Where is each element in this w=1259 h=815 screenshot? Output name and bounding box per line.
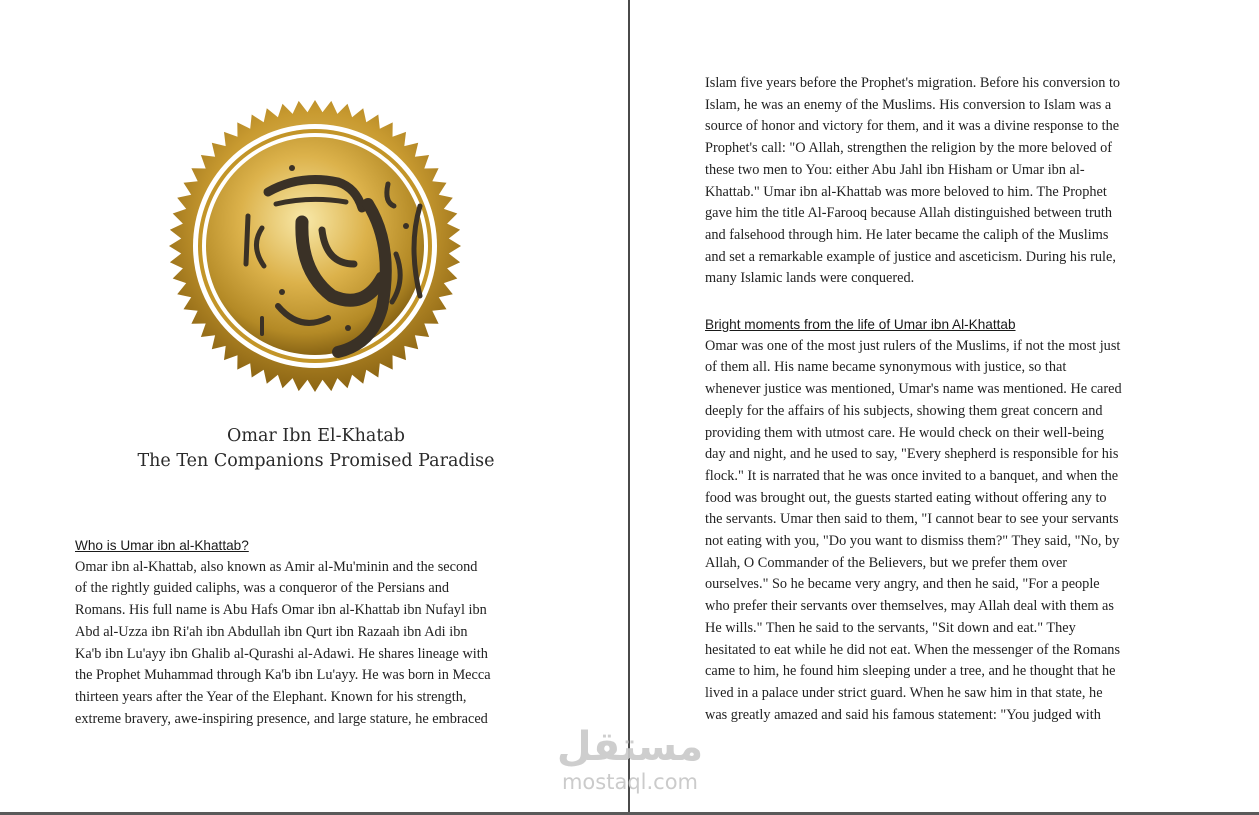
section-heading: Who is Umar ibn al-Khattab? [75, 538, 249, 553]
text-line: who prefer their servants over themselves, may Allah deal with them as [705, 598, 1114, 615]
text-line: hesitated to eat while he did not eat. When the messenger of the Romans [705, 641, 1121, 658]
text-line: came to him, he found him sleeping under a tree, and he thought that he [705, 663, 1116, 680]
mostaql-watermark [548, 724, 712, 800]
text-line: many Islamic lands were conquered. [705, 270, 915, 287]
continuation-body [705, 73, 1195, 290]
text-line: these two men to You: either Abu Jahl ibn Hisham or Umar ibn al- [705, 161, 1085, 178]
text-line: He wills." Then he said to the servants, "Sit down and eat." They [705, 619, 1076, 636]
text-line: ourselves." So he became very angry, and then he said, "For a people [705, 576, 1100, 593]
text-line: Khattab." Umar ibn al-Khattab was more beloved to him. The Prophet [705, 183, 1107, 200]
text-line: Prophet's call: "O Allah, strengthen the religion by the more beloved of [705, 140, 1113, 157]
text-line: food was brought out, the guests started eating without offering any to [705, 489, 1107, 506]
text-line: of them all. His name became synonymous with justice, so that [705, 359, 1067, 376]
text-line: Romans. His full name is Abu Hafs Omar ibn al-Khattab ibn Nufayl ibn [75, 602, 487, 619]
text-line: thirteen years after the Year of the Elephant. Known for his strength, [75, 688, 467, 705]
text-line: Omar was one of the most just rulers of the Muslims, if not the most just [705, 337, 1121, 354]
left-page [0, 0, 628, 815]
section-body [75, 557, 565, 731]
title-subtitle: The Ten Companions Promised Paradise [137, 451, 495, 471]
text-line: extreme bravery, awe-inspiring presence, and large stature, he embraced [75, 710, 488, 727]
text-line: Abd al-Uzza ibn Ri'ah ibn Abdullah ibn Qurt ibn Razaah ibn Adi ibn [75, 623, 468, 640]
text-line: and set a remarkable example of justice and asceticism. During his rule, [705, 248, 1116, 265]
text-line: the servants. Umar then said to them, "I cannot bear to see your servants [705, 511, 1119, 528]
text-line: Islam five years before the Prophet's migration. Before his conversion to [705, 75, 1121, 91]
text-line: providing them with utmost care. He would check on their well-being [705, 424, 1105, 441]
text-line: the Prophet Muhammad through Ka'b ibn Lu'ayy. He was born in Mecca [75, 667, 491, 684]
text-line: Islam, he was an enemy of the Muslims. His conversion to Islam was a [705, 96, 1112, 113]
title-name: Omar Ibn El-Khatab [227, 426, 405, 446]
document-title [0, 424, 632, 474]
section-heading: Bright moments from the life of Umar ibn Al-Khattab [705, 317, 1016, 332]
watermark-logo: مستقل [556, 724, 704, 770]
text-line: was greatly amazed and said his famous statement: "You judged with [705, 706, 1101, 723]
umar-calligraphy-seal [150, 96, 480, 396]
section-who-is-umar [75, 535, 565, 730]
text-line: Ka'b ibn Lu'ayy ibn Ghalib al-Qurashi al-Adawi. He shares lineage with [75, 645, 488, 662]
text-line: and falsehood through him. He later became the caliph of the Muslims [705, 226, 1109, 243]
text-line: gave him the title Al-Farooq because Allah distinguished between truth [705, 205, 1112, 222]
text-line: of the rightly guided caliphs, was a conqueror of the Persians and [75, 580, 450, 597]
text-line: Allah, O Commander of the Believers, but we prefer them over [705, 554, 1068, 571]
section-bright-moments [705, 314, 1195, 726]
continuation-paragraph [705, 73, 1195, 290]
section-body [705, 336, 1195, 727]
text-line: day and night, and he used to say, "Every shepherd is responsible for his [705, 446, 1119, 463]
text-line: source of honor and victory for them, and it was a divine response to the [705, 118, 1120, 135]
page-spine-divider [628, 0, 630, 815]
text-line: deeply for the affairs of his subjects, showing them great concern and [705, 402, 1103, 419]
text-line: flock." It is narrated that he was once invited to a banquet, and when the [705, 467, 1119, 484]
text-line: whenever justice was mentioned, Umar's name was mentioned. He cared [705, 381, 1122, 398]
text-line: not eating with you, "Do you want to dismiss them?" They said, "No, by [705, 533, 1120, 550]
text-line: lived in a palace under strict guard. When he saw him in that state, he [705, 684, 1103, 701]
text-line: Omar ibn al-Khattab, also known as Amir al-Mu'minin and the second [75, 558, 478, 575]
watermark-url: mostaql.com [561, 770, 699, 794]
